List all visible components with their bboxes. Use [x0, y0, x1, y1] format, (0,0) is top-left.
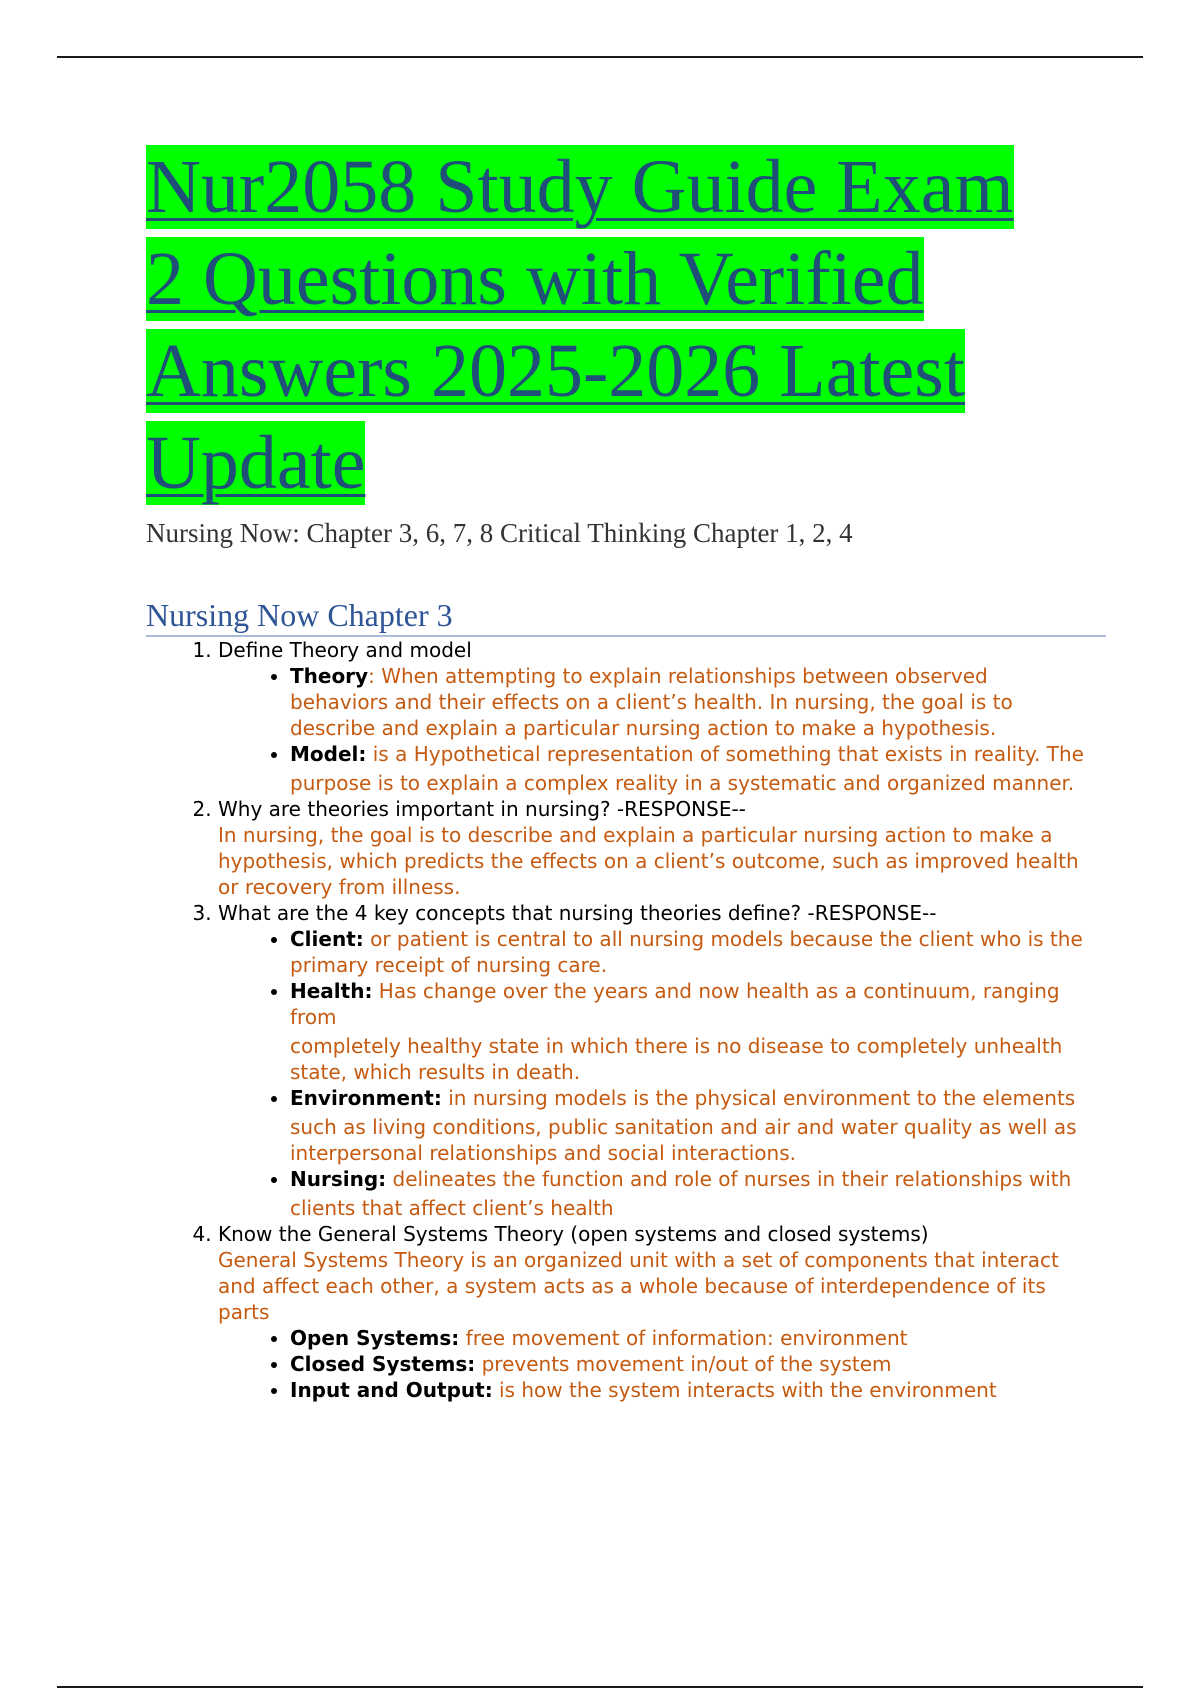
question-item: [218, 637, 1090, 796]
bullet-list: [218, 1325, 1090, 1403]
title-line: 2 Questions with Verified: [146, 237, 924, 321]
bullet-definition: prevents movement in/out of the system: [475, 1352, 892, 1376]
bottom-rule: [57, 1686, 1143, 1688]
bullet-definition: or patient is central to all nursing models because the client who is the primary receipt of nursing care.: [290, 927, 1083, 977]
bullet-term: Health:: [290, 979, 373, 1003]
bullet-item: [290, 1085, 1090, 1166]
answer-text: General Systems Theory is an organized unit with a set of components that interact and affect each other, a system acts as a whole because of interdependence of its parts: [218, 1248, 1059, 1324]
bullet-definition: : When attempting to explain relationships between observed behaviors and their effects on a client’s health. In nursing, the goal is to describe and explain a particular nursing action to make a hypothesis.: [290, 664, 1013, 740]
bullet-term: Closed Systems:: [290, 1352, 476, 1376]
bullet-item: [290, 1377, 1090, 1403]
question-item: [218, 1221, 1090, 1403]
bullet-definition: is a Hypothetical representation of something that exists in reality. The: [366, 742, 1084, 766]
bullet-continuation: purpose is to explain a complex reality in a systematic and organized manner.: [290, 771, 1075, 795]
bullet-definition: Has change over the years and now health as a continuum, ranging from: [290, 979, 1060, 1029]
question-text: Know the General Systems Theory (open systems and closed systems): [218, 1222, 929, 1246]
title-line: Update: [146, 421, 366, 505]
question-list-container: [180, 637, 1090, 1403]
bullet-definition: free movement of information: environment: [459, 1326, 908, 1350]
bullet-term: Client:: [290, 927, 364, 951]
bullet-item: [290, 1325, 1090, 1351]
bullet-list: [218, 663, 1090, 796]
bullet-list: [218, 926, 1090, 1221]
question-text: What are the 4 key concepts that nursing theories define? -RESPONSE--: [218, 901, 937, 925]
bullet-item: [290, 978, 1090, 1085]
question-item: [218, 796, 1090, 900]
bullet-term: Model:: [290, 742, 367, 766]
bullet-item: [290, 741, 1090, 796]
question-list: [180, 637, 1090, 1403]
document-subtitle: Nursing Now: Chapter 3, 6, 7, 8 Critical Thinking Chapter 1, 2, 4: [146, 518, 853, 548]
document-title: [146, 141, 1106, 509]
bullet-continuation: clients that affect client’s health: [290, 1196, 614, 1220]
bullet-continuation: such as living conditions, public sanitation and air and water quality as well as interpersonal relationships and social interactions.: [290, 1115, 1077, 1165]
question-text: Why are theories important in nursing? -RESPONSE--: [218, 797, 746, 821]
bullet-item: [290, 1351, 1090, 1377]
answer-text: In nursing, the goal is to describe and explain a particular nursing action to make a hypothesis, which predicts the effects on a client’s outcome, such as improved health or recovery from illness.: [218, 823, 1079, 899]
section-heading: Nursing Now Chapter 3: [146, 595, 1106, 637]
bullet-definition: is how the system interacts with the environment: [492, 1378, 997, 1402]
bullet-definition: in nursing models is the physical environment to the elements: [441, 1086, 1076, 1110]
question-item: [218, 900, 1090, 1221]
bullet-item: [290, 1166, 1090, 1221]
bullet-term: Open Systems:: [290, 1326, 460, 1350]
question-text: Define Theory and model: [218, 638, 472, 662]
bullet-term: Theory: [290, 664, 369, 688]
top-rule: [57, 56, 1143, 58]
title-line: Answers 2025-2026 Latest: [146, 329, 965, 413]
title-line: Nur2058 Study Guide Exam: [146, 145, 1014, 229]
bullet-definition: delineates the function and role of nurses in their relationships with: [386, 1167, 1072, 1191]
bullet-item: [290, 926, 1090, 978]
bullet-item: [290, 663, 1090, 741]
bullet-term: Input and Output:: [290, 1378, 493, 1402]
bullet-term: Environment:: [290, 1086, 442, 1110]
bullet-term: Nursing:: [290, 1167, 387, 1191]
bullet-continuation: completely healthy state in which there is no disease to completely unhealth state, which results in death.: [290, 1034, 1063, 1084]
